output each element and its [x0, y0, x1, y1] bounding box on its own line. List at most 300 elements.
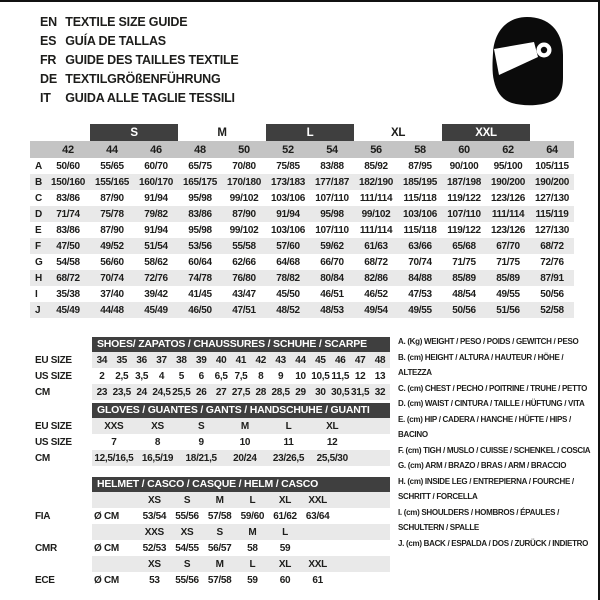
value-cell: 10	[239, 436, 251, 448]
measure-cell: 63/66	[408, 240, 432, 252]
measure-cell: 111/114	[359, 224, 393, 236]
row-values	[92, 508, 390, 524]
measure-cell: 85/92	[364, 160, 388, 172]
row-letter: C	[35, 192, 42, 204]
value-cell: 27	[215, 386, 227, 398]
measure-cell: 115/119	[535, 208, 569, 220]
measure-cell: 119/122	[447, 192, 481, 204]
legend-item: C. (cm) CHEST / PECHO / POITRINE / TRUHE / PETTO	[398, 383, 588, 393]
shoes-table-row-eu-size	[35, 352, 390, 368]
row-letter: G	[35, 256, 43, 268]
measure-cell: 49/54	[364, 304, 388, 316]
size-label-cell: S	[183, 558, 191, 570]
size-label-cell: XL	[278, 558, 292, 570]
size-label-cell: S	[216, 526, 223, 538]
value-cell: 6	[198, 370, 204, 382]
row-letter: D	[35, 208, 42, 220]
measure-cell: 51/54	[144, 240, 168, 252]
measure-cell: 99/102	[361, 208, 391, 220]
value-cell: 30,5	[331, 386, 350, 398]
measure-cell: 49/52	[100, 240, 124, 252]
measure-cell: 51/56	[496, 304, 520, 316]
measure-row-c	[30, 190, 574, 206]
measure-cell: 53/56	[188, 240, 212, 252]
value-cell: 59/60	[240, 510, 265, 522]
size-label-cell: XS	[180, 526, 194, 538]
value-cell: 47	[354, 354, 366, 366]
measure-cell: 83/86	[56, 224, 80, 236]
measure-row-f	[30, 238, 574, 254]
measure-cell: 187/198	[447, 176, 482, 188]
measure-cell: 45/49	[144, 304, 168, 316]
measure-cell: 91/94	[276, 208, 300, 220]
size-number: 56	[370, 143, 382, 156]
value-cell: 24	[136, 386, 147, 398]
standard-label: ECE	[35, 574, 55, 586]
value-cell: 11,5	[331, 370, 350, 382]
column-spacer	[334, 508, 390, 524]
value-cell: 59	[279, 542, 291, 554]
measure-cell: 72/76	[540, 256, 564, 268]
measure-cell: 103/106	[270, 224, 306, 236]
measure-cell: 160/170	[138, 176, 174, 188]
measure-cell: 60/70	[144, 160, 168, 172]
row-values	[92, 384, 390, 400]
row-values	[92, 540, 390, 556]
value-cell: 26	[195, 386, 207, 398]
lang-code: EN	[40, 15, 57, 29]
value-cell: 3,5	[135, 370, 149, 382]
column-spacer	[334, 556, 390, 572]
measure-cell: 46/52	[364, 288, 388, 300]
measure-cell: 185/195	[402, 176, 438, 188]
measure-row-d	[30, 206, 574, 222]
measure-cell: 177/187	[314, 176, 350, 188]
measure-row-g	[30, 254, 574, 270]
value-cell: 31,5	[350, 386, 370, 398]
value-cell: 46	[334, 354, 346, 366]
legend-item: G. (cm) ARM / BRAZO / BRAS / ARM / BRACCIO	[398, 461, 567, 470]
helmet-values-row-fia	[35, 508, 390, 524]
measure-cell: 99/102	[229, 224, 259, 236]
column-spacer	[354, 418, 390, 434]
value-cell: 55/56	[175, 510, 199, 522]
shoes-table-row-us-size	[35, 368, 390, 384]
measure-cell: 71/74	[56, 208, 80, 220]
size-label-cell: XL	[278, 494, 292, 506]
row-values	[92, 418, 390, 434]
helmet-size-table	[35, 477, 390, 588]
top-border-line	[0, 0, 600, 2]
lang-code: FR	[40, 53, 57, 67]
size-number: 42	[62, 143, 74, 156]
measure-cell: 66/70	[320, 256, 344, 268]
measure-cell: 78/82	[276, 272, 300, 284]
size-label-cell: M	[215, 558, 224, 570]
measure-cell: 190/200	[491, 176, 526, 188]
gloves-table-row-us-size	[35, 434, 390, 450]
row-letter: H	[35, 272, 42, 284]
row-values	[92, 450, 390, 466]
size-label-cell: L	[249, 494, 256, 506]
size-group-l: L	[266, 124, 354, 141]
value-cell: 53	[149, 574, 160, 586]
measure-cell: 70/74	[100, 272, 124, 284]
value-cell: 32	[374, 386, 386, 398]
value-cell: 42	[255, 354, 267, 366]
measure-cell: 91/94	[144, 192, 168, 204]
size-number: 62	[502, 143, 514, 156]
measure-cell: 70/74	[408, 256, 432, 268]
shoes-size-table	[35, 337, 390, 400]
measure-cell: 107/110	[447, 208, 481, 220]
column-spacer	[334, 524, 390, 540]
measure-cell: 84/88	[408, 272, 432, 284]
measure-cell: 91/94	[144, 224, 168, 236]
value-cell: 34	[96, 354, 108, 366]
measure-cell: 85/89	[496, 272, 520, 284]
value-cell: 63/64	[305, 510, 330, 522]
measure-row-j	[30, 302, 574, 318]
standard-label: CMR	[35, 542, 57, 554]
measure-cell: 45/49	[56, 304, 80, 316]
title-row-de	[40, 70, 239, 89]
gloves-table-row-cm	[35, 450, 390, 466]
measure-cell: 95/98	[188, 192, 212, 204]
value-cell: 7,5	[234, 370, 248, 382]
measure-cell: 190/200	[535, 176, 570, 188]
measure-cell: 49/55	[408, 304, 432, 316]
measure-cell: 50/56	[540, 288, 564, 300]
value-cell: 23/26,5	[272, 452, 305, 464]
measure-cell: 83/86	[56, 192, 80, 204]
measure-cell: 87/95	[408, 160, 432, 172]
measure-cell: 59/62	[320, 240, 344, 252]
page-title: GUIDA ALLE TAGLIE TESSILI	[65, 91, 235, 105]
value-cell: 55/56	[175, 574, 199, 586]
measure-cell: 45/50	[276, 288, 300, 300]
lang-code: DE	[40, 72, 57, 86]
measure-cell: 170/180	[226, 176, 262, 188]
value-cell: 41	[235, 354, 247, 366]
size-group-s: S	[90, 124, 178, 141]
column-spacer	[334, 492, 390, 508]
row-values	[92, 524, 390, 540]
lang-code: ES	[40, 34, 57, 48]
value-cell: 54/55	[175, 542, 199, 554]
measure-cell: 58/62	[144, 256, 168, 268]
value-cell: 23	[96, 386, 108, 398]
measure-cell: 47/50	[56, 240, 80, 252]
size-label-cell: L	[282, 526, 288, 538]
measure-cell: 41/45	[188, 288, 212, 300]
legend-item: D. (cm) WAIST / CINTURA / TAILLE / HÜFTUNG / VITA	[398, 399, 585, 408]
value-cell: 58	[247, 542, 258, 554]
value-cell: 18/21,5	[185, 452, 217, 464]
measure-cell: 111/114	[491, 208, 525, 220]
measure-cell: 107/110	[315, 224, 349, 236]
value-cell: 12	[354, 370, 366, 382]
row-letter: E	[35, 224, 42, 236]
value-cell: 57/58	[207, 574, 232, 586]
row-values	[92, 572, 390, 588]
value-cell: 16,5/19	[141, 452, 174, 464]
size-label-cell: S	[183, 494, 191, 506]
value-cell: 30	[315, 386, 326, 398]
value-cell: 10	[295, 370, 306, 382]
helmet-sizes-row-cmr	[35, 524, 390, 540]
size-label-cell: XS	[147, 494, 161, 506]
value-cell: 23,5	[112, 386, 131, 398]
measure-cell: 62/66	[232, 256, 256, 268]
measure-cell: 61/63	[364, 240, 388, 252]
measure-cell: 48/53	[320, 304, 344, 316]
measure-cell: 37/40	[100, 288, 124, 300]
measure-cell: 99/102	[229, 192, 259, 204]
value-cell: 36	[136, 354, 147, 366]
measure-row-a	[30, 158, 574, 174]
helmet-icon	[487, 15, 567, 107]
row-letter: F	[35, 240, 41, 252]
value-cell: 60	[279, 574, 291, 586]
size-group-spacer	[30, 124, 90, 141]
legend-item: A. (Kg) WEIGHT / PESO / POIDS / GEWITCH / PESO	[398, 337, 579, 346]
row-values	[92, 556, 390, 572]
measure-cell: 56/60	[100, 256, 124, 268]
measure-cell: 95/98	[320, 208, 344, 220]
column-spacer	[334, 572, 390, 588]
legend-item: J. (cm) BACK / ESPALDA / DOS / ZURÜCK / INDIETRO	[398, 538, 589, 548]
title-row-en	[40, 13, 239, 32]
row-label: CM	[35, 452, 50, 464]
measure-cell: 127/130	[535, 192, 570, 204]
measure-cell: 54/58	[56, 256, 80, 268]
value-cell: 20/24	[233, 452, 257, 464]
size-number: 46	[150, 143, 162, 156]
size-number: 48	[194, 143, 206, 156]
title-row-it	[40, 89, 239, 108]
measure-cell: 107/110	[315, 192, 349, 204]
page-title: GUIDE DES TAILLES TEXTILE	[65, 53, 239, 67]
value-cell: 29	[295, 386, 306, 398]
value-cell: 24,5	[152, 386, 171, 398]
measure-cell: 119/122	[447, 224, 481, 236]
value-cell: 27,5	[231, 386, 251, 398]
measure-cell: 74/78	[188, 272, 212, 284]
size-group-xxl: XXL	[442, 124, 530, 141]
measure-cell: 70/80	[232, 160, 256, 172]
page-title: GUÍA DE TALLAS	[65, 34, 166, 48]
measure-cell: 50/56	[452, 304, 476, 316]
measurement-legend	[398, 334, 598, 551]
value-cell: XL	[326, 420, 339, 432]
measure-cell: 127/130	[535, 224, 570, 236]
measure-cell: 87/90	[100, 224, 124, 236]
value-cell: 9	[198, 436, 204, 448]
measure-cell: 123/126	[491, 224, 526, 236]
measure-cell: 71/75	[496, 256, 520, 268]
value-cell: 38	[176, 354, 187, 366]
size-label-cell: L	[249, 558, 256, 570]
measure-cell: 111/114	[359, 192, 393, 204]
measure-cell: 115/118	[403, 224, 437, 236]
measure-row-e	[30, 222, 574, 238]
helmet-sizes-row-fia	[35, 492, 390, 508]
row-values	[92, 492, 390, 508]
measure-cell: 55/65	[100, 160, 124, 172]
measure-cell: 165/175	[182, 176, 218, 188]
measure-cell: 103/106	[270, 192, 306, 204]
corner-cell	[30, 141, 46, 158]
measure-cell: 52/58	[540, 304, 564, 316]
legend-item: H. (cm) INSIDE LEG / ENTREPIERNA / FOURCHE / SCHRITT / FORCELLA	[398, 476, 574, 501]
value-cell: M	[240, 420, 249, 432]
size-label-cell: XS	[147, 558, 161, 570]
size-group-row	[30, 124, 574, 141]
size-number: 58	[414, 143, 426, 156]
title-row-es	[40, 32, 239, 51]
measure-cell: 71/75	[452, 256, 476, 268]
value-cell: L	[285, 420, 292, 432]
column-spacer	[334, 540, 390, 556]
size-number: 44	[106, 143, 118, 156]
gloves-table-title: GLOVES / GUANTES / GANTS / HANDSCHUHE / GUANTI	[92, 403, 390, 418]
size-label-cell: XXL	[308, 494, 327, 506]
measure-cell: 155/165	[94, 176, 130, 188]
value-cell: 61	[312, 574, 323, 586]
measure-cell: 68/72	[364, 256, 388, 268]
measure-cell: 90/100	[449, 160, 479, 172]
column-spacer	[354, 450, 390, 466]
measure-cell: 79/82	[144, 208, 168, 220]
size-group-m: M	[217, 126, 227, 139]
title-block	[40, 13, 239, 108]
shoes-table-row-cm	[35, 384, 390, 400]
measure-cell: 48/54	[452, 288, 476, 300]
unit-cell: Ø CM	[94, 574, 119, 586]
row-letter: J	[35, 304, 41, 316]
value-cell: 13	[374, 370, 386, 382]
measure-cell: 48/52	[276, 304, 300, 316]
gloves-size-table	[35, 403, 390, 466]
size-number: 54	[326, 143, 338, 156]
measure-cell: 173/183	[270, 176, 306, 188]
value-cell: 9	[278, 370, 284, 382]
measure-cell: 150/160	[50, 176, 86, 188]
value-cell: 39	[195, 354, 207, 366]
measure-cell: 87/90	[232, 208, 256, 220]
measure-cell: 35/38	[56, 288, 80, 300]
measure-cell: 65/68	[452, 240, 476, 252]
textile-size-table	[30, 124, 574, 318]
measure-cell: 47/51	[232, 304, 256, 316]
lang-code: IT	[40, 91, 51, 105]
measure-cell: 76/80	[232, 272, 256, 284]
measure-cell: 68/72	[56, 272, 80, 284]
value-cell: 48	[374, 354, 386, 366]
value-cell: 28,5	[271, 386, 290, 398]
measure-cell: 65/75	[188, 160, 212, 172]
value-cell: 5	[178, 370, 184, 382]
value-cell: 4	[158, 370, 165, 382]
value-cell: XS	[151, 420, 164, 432]
row-values	[92, 352, 390, 368]
measure-cell: 55/58	[232, 240, 256, 252]
value-cell: 2	[99, 370, 105, 382]
value-cell: 56/57	[207, 542, 232, 554]
row-values	[92, 368, 390, 384]
measure-cell: 87/91	[540, 272, 564, 284]
measure-cell: 68/72	[540, 240, 564, 252]
measure-cell: 49/55	[496, 288, 520, 300]
value-cell: 28	[255, 386, 267, 398]
measure-row-i	[30, 286, 574, 302]
value-cell: 8	[258, 370, 264, 382]
measure-cell: 105/115	[535, 160, 569, 172]
standard-label: FIA	[35, 510, 51, 522]
value-cell: 10,5	[311, 370, 330, 382]
size-number-row	[30, 141, 574, 158]
value-cell: 11	[283, 436, 294, 448]
measure-cell: 123/126	[491, 192, 526, 204]
row-label: US SIZE	[35, 436, 72, 448]
value-cell: 35	[116, 354, 128, 366]
unit-cell: Ø CM	[94, 510, 119, 522]
helmet-values-row-cmr	[35, 540, 390, 556]
measure-cell: 67/70	[496, 240, 520, 252]
row-letter: I	[35, 288, 38, 300]
size-group-spacer	[530, 124, 574, 141]
row-label: EU SIZE	[35, 420, 72, 432]
value-cell: XXS	[104, 420, 124, 432]
row-letter: A	[35, 160, 42, 172]
page-title: TEXTILGRÖßENFÜHRUNG	[65, 72, 221, 86]
measure-cell: 64/68	[276, 256, 300, 268]
row-letter: B	[35, 176, 42, 188]
helmet-values-row-ece	[35, 572, 390, 588]
value-cell: 52/53	[142, 542, 167, 554]
measure-cell: 75/78	[100, 208, 124, 220]
measure-row-b	[30, 174, 574, 190]
size-number: 64	[546, 143, 558, 156]
column-spacer	[354, 434, 390, 450]
measure-cell: 85/89	[452, 272, 476, 284]
title-row-fr	[40, 51, 239, 70]
size-label-cell: XXL	[308, 558, 327, 570]
row-values	[92, 434, 390, 450]
measure-cell: 44/48	[100, 304, 124, 316]
measure-cell: 182/190	[358, 176, 394, 188]
row-label: EU SIZE	[35, 354, 72, 366]
measure-cell: 39/42	[144, 288, 168, 300]
measure-cell: 43/47	[232, 288, 256, 300]
value-cell: S	[197, 420, 205, 432]
value-cell: 45	[315, 354, 326, 366]
unit-cell: Ø CM	[94, 542, 119, 554]
legend-item: F. (cm) TIGH / MUSLO / CUISSE / SCHENKEL / COSCIA	[398, 445, 591, 455]
value-cell: 12,5/16,5	[94, 452, 134, 464]
measure-cell: 83/88	[320, 160, 344, 172]
measure-cell: 50/60	[56, 160, 80, 172]
measure-cell: 75/85	[276, 160, 300, 172]
value-cell: 2,5	[115, 370, 129, 382]
legend-item: B. (cm) HEIGHT / ALTURA / HAUTEUR / HÖHE / ALTEZZA	[398, 352, 564, 377]
shoes-table-title: SHOES/ ZAPATOS / CHAUSSURES / SCHUHE / SCARPE	[92, 337, 390, 352]
row-label: CM	[35, 386, 50, 398]
legend-item: I. (cm) SHOULDERS / HOMBROS / ÉPAULES / SCHULTERN / SPALLE	[398, 507, 560, 532]
size-label-cell: M	[248, 526, 257, 538]
size-group-xl: XL	[390, 126, 406, 139]
